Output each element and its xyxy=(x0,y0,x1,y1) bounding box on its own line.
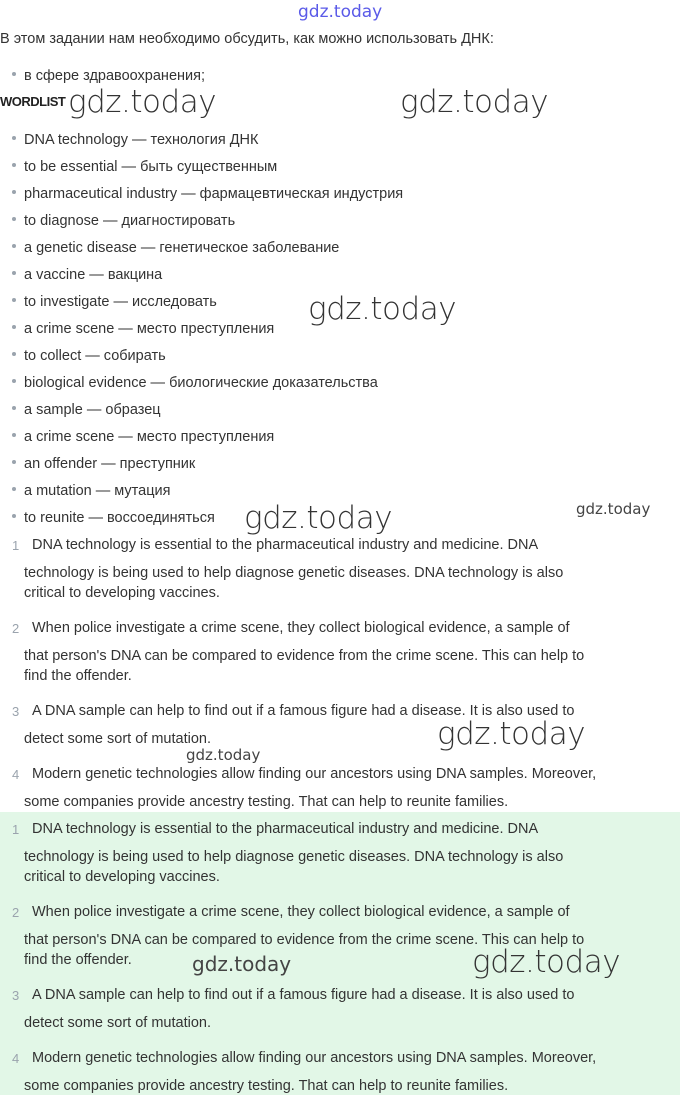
answer-line: critical to developing vaccines. xyxy=(24,869,220,885)
answer-line: some companies provide ancestry testing. That can help to reunite families. xyxy=(24,1078,509,1094)
wordlist-item: DNA technology — технология ДНК xyxy=(12,132,258,148)
watermark-top: gdz.today xyxy=(298,2,383,22)
answer-line: find the offender. xyxy=(24,952,132,968)
answer-number: 1 xyxy=(12,822,20,837)
wordlist-item: a genetic disease — генетическое заболевание xyxy=(12,240,339,256)
answer-line: When police investigate a crime scene, they collect biological evidence, a sample of xyxy=(32,904,570,920)
answer-line: detect some sort of mutation. xyxy=(24,1015,211,1031)
answer-line: Modern genetic technologies allow finding our ancestors using DNA samples. Moreover, xyxy=(32,766,597,782)
watermark-text: gdz.today xyxy=(68,84,217,120)
answer-line: DNA technology is essential to the pharmaceutical industry and medicine. DNA xyxy=(32,821,539,837)
wordlist-heading: WORDLIST xyxy=(0,94,66,109)
wordlist-item: to diagnose — диагностировать xyxy=(12,213,235,229)
watermark-text: gdz.today xyxy=(400,84,549,120)
watermark-text: gdz.today xyxy=(186,746,261,764)
watermark-text: gdz.today xyxy=(192,952,292,976)
answer-number: 3 xyxy=(12,988,20,1003)
answer-line: A DNA sample can help to find out if a famous figure had a disease. It is also used to xyxy=(32,703,575,719)
wordlist-item: a sample — образец xyxy=(12,402,161,418)
intro-text: В этом задании нам необходимо обсудить, как можно использовать ДНК: xyxy=(0,31,494,47)
answer-line: DNA technology is essential to the pharmaceutical industry and medicine. DNA xyxy=(32,537,539,553)
wordlist-item: a crime scene — место преступления xyxy=(12,429,274,445)
answer-line: Modern genetic technologies allow finding our ancestors using DNA samples. Moreover, xyxy=(32,1050,597,1066)
answer-line: When police investigate a crime scene, they collect biological evidence, a sample of xyxy=(32,620,570,636)
answer-line: A DNA sample can help to find out if a famous figure had a disease. It is also used to xyxy=(32,987,575,1003)
watermark-text: gdz.today xyxy=(244,500,393,536)
intro-bullet: в сфере здравоохранения; xyxy=(12,68,205,84)
wordlist-item: to reunite — воссоединяться xyxy=(12,510,215,526)
answer-number: 2 xyxy=(12,621,20,636)
wordlist-item: a crime scene — место преступления xyxy=(12,321,274,337)
answer-line: find the offender. xyxy=(24,668,132,684)
answer-number: 4 xyxy=(12,767,20,782)
answer-number: 2 xyxy=(12,905,20,920)
wordlist-item: to collect — собирать xyxy=(12,348,166,364)
watermark-text: gdz.today xyxy=(472,944,621,980)
wordlist-item: a vaccine — вакцина xyxy=(12,267,162,283)
answer-number: 1 xyxy=(12,538,20,553)
answer-line: detect some sort of mutation. xyxy=(24,731,211,747)
wordlist-item: biological evidence — биологические доказательства xyxy=(12,375,378,391)
wordlist-item: to investigate — исследовать xyxy=(12,294,217,310)
watermark-text: gdz.today xyxy=(308,291,457,327)
wordlist-item: to be essential — быть существенным xyxy=(12,159,277,175)
answer-line: that person's DNA can be compared to evidence from the crime scene. This can help to xyxy=(24,932,585,948)
wordlist-item: pharmaceutical industry — фармацевтическая индустрия xyxy=(12,186,403,202)
answer-number: 3 xyxy=(12,704,20,719)
answer-line: some companies provide ancestry testing. That can help to reunite families. xyxy=(24,794,509,810)
answer-line: technology is being used to help diagnose genetic diseases. DNA technology is also xyxy=(24,565,564,581)
wordlist-item: a mutation — мутация xyxy=(12,483,170,499)
answer-line: technology is being used to help diagnose genetic diseases. DNA technology is also xyxy=(24,849,564,865)
answer-line: that person's DNA can be compared to evidence from the crime scene. This can help to xyxy=(24,648,585,664)
answer-number: 4 xyxy=(12,1051,20,1066)
watermark-text: gdz.today xyxy=(437,716,586,752)
answer-line: critical to developing vaccines. xyxy=(24,585,220,601)
watermark-text: gdz.today xyxy=(576,500,651,518)
wordlist-item: an offender — преступник xyxy=(12,456,195,472)
